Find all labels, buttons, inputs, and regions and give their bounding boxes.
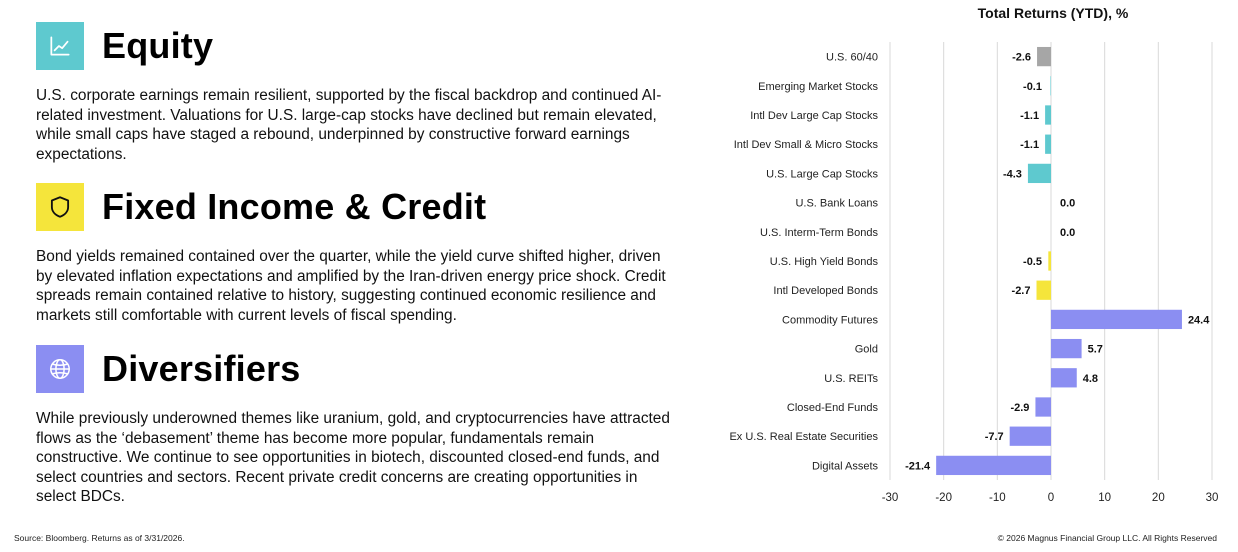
value-label: 5.7: [1087, 343, 1103, 356]
x-tick-label: -20: [935, 492, 952, 504]
value-label: 24.4: [1187, 314, 1210, 327]
value-label: -1.1: [1020, 110, 1040, 122]
value-label: -2.7: [1011, 285, 1031, 298]
value-label: 4.8: [1082, 372, 1099, 385]
category-label: Emerging Market Stocks: [758, 80, 878, 93]
x-tick-label: 10: [1098, 492, 1112, 504]
source-note: Source: Bloomberg. Returns as of 3/31/2026.: [14, 533, 185, 543]
x-tick-label: -30: [881, 492, 899, 504]
diversifiers-title: Diversifiers: [102, 348, 301, 389]
category-label: U.S. 60/40: [826, 51, 878, 64]
bar: [1048, 251, 1051, 270]
bar: [1051, 368, 1077, 387]
fixed-income-section: [36, 183, 676, 325]
x-tick-label: 20: [1151, 492, 1165, 504]
category-label: U.S. High Yield Bonds: [769, 256, 878, 268]
shield-icon: [36, 183, 84, 231]
value-label: -7.7: [984, 431, 1004, 444]
value-label: 0.0: [1060, 226, 1076, 239]
bar: [1051, 310, 1182, 329]
copyright-note: © 2026 Magnus Financial Group LLC. All Rights Reserved: [997, 533, 1217, 543]
fixed-income-header: [36, 183, 676, 231]
x-tick-label: 30: [1205, 492, 1219, 504]
x-tick-label: 0: [1047, 492, 1055, 504]
globe-icon: [36, 345, 84, 393]
category-label: Intl Dev Large Cap Stocks: [750, 110, 878, 122]
value-label: -4.3: [1002, 168, 1022, 181]
bar: [936, 456, 1051, 475]
equity-title: Equity: [102, 25, 214, 66]
category-label: Ex U.S. Real Estate Securities: [729, 431, 878, 444]
bar: [1050, 76, 1051, 95]
bar: [1045, 135, 1051, 154]
bar: [1045, 105, 1051, 124]
chart-labels: [729, 52, 1210, 473]
category-label: Gold: [854, 343, 878, 356]
diversifiers-header: [36, 345, 676, 393]
category-label: U.S. REITs: [824, 372, 878, 385]
value-label: -2.9: [1010, 402, 1030, 414]
bar: [1037, 281, 1051, 300]
value-label: -2.6: [1012, 51, 1032, 64]
category-label: Commodity Futures: [782, 314, 878, 327]
chart-x-axis: [882, 492, 1219, 504]
bar: [1010, 427, 1051, 446]
category-label: Closed-End Funds: [786, 402, 878, 414]
category-label: Intl Dev Small & Micro Stocks: [733, 139, 878, 152]
chart-title: Total Returns (YTD), %: [977, 5, 1129, 21]
chart-line-icon: [36, 22, 84, 70]
category-label: Intl Developed Bonds: [773, 285, 878, 298]
equity-body: U.S. corporate earnings remain resilient, supported by the fiscal backdrop and continued AI-related investment. Valuations for U.S. large-cap stocks have declined but remain elevated, while small caps have staged a rebound, underpinned by constructive forward earnings expectations.: [36, 87, 662, 163]
bar: [1051, 339, 1082, 358]
value-label: -1.1: [1020, 139, 1040, 152]
fixed-income-body: Bond yields remained contained over the quarter, while the yield curve shifted higher, driven by elevated inflation expectations and amplified by the Iran-driven energy price shock. Credit spreads remain contained relative to history, suggesting continued economic resilience and markets still comfortable with current levels of fiscal spending.: [36, 248, 666, 324]
diversifiers-body: While previously underowned themes like uranium, gold, and cryptocurrencies have attracted flows as the ‘debasement’ theme has become more popular, fundamentals remain constructive. We continue to see opportunities in biotech, discounted closed-end funds, and select countries and sectors. Recent private credit concerns are creating opportunities in select BDCs.: [36, 410, 670, 506]
value-label: 0.0: [1060, 197, 1076, 210]
bar: [1037, 47, 1051, 66]
bar: [1028, 164, 1051, 183]
category-label: U.S. Large Cap Stocks: [766, 168, 878, 181]
value-label: -0.1: [1023, 80, 1042, 93]
category-label: U.S. Interm-Term Bonds: [760, 226, 878, 239]
chart-bars: [936, 47, 1182, 475]
value-label: -21.4: [905, 460, 931, 473]
equity-section: [36, 22, 676, 164]
category-label: U.S. Bank Loans: [795, 197, 878, 210]
returns-chart: [700, 0, 1238, 520]
fixed-income-title: Fixed Income & Credit: [102, 186, 487, 227]
diversifiers-section: [36, 345, 676, 507]
bar: [1035, 397, 1051, 416]
value-label: -0.5: [1023, 256, 1042, 268]
category-label: Digital Assets: [811, 460, 878, 473]
equity-header: [36, 22, 676, 70]
x-tick-label: -10: [989, 492, 1006, 504]
